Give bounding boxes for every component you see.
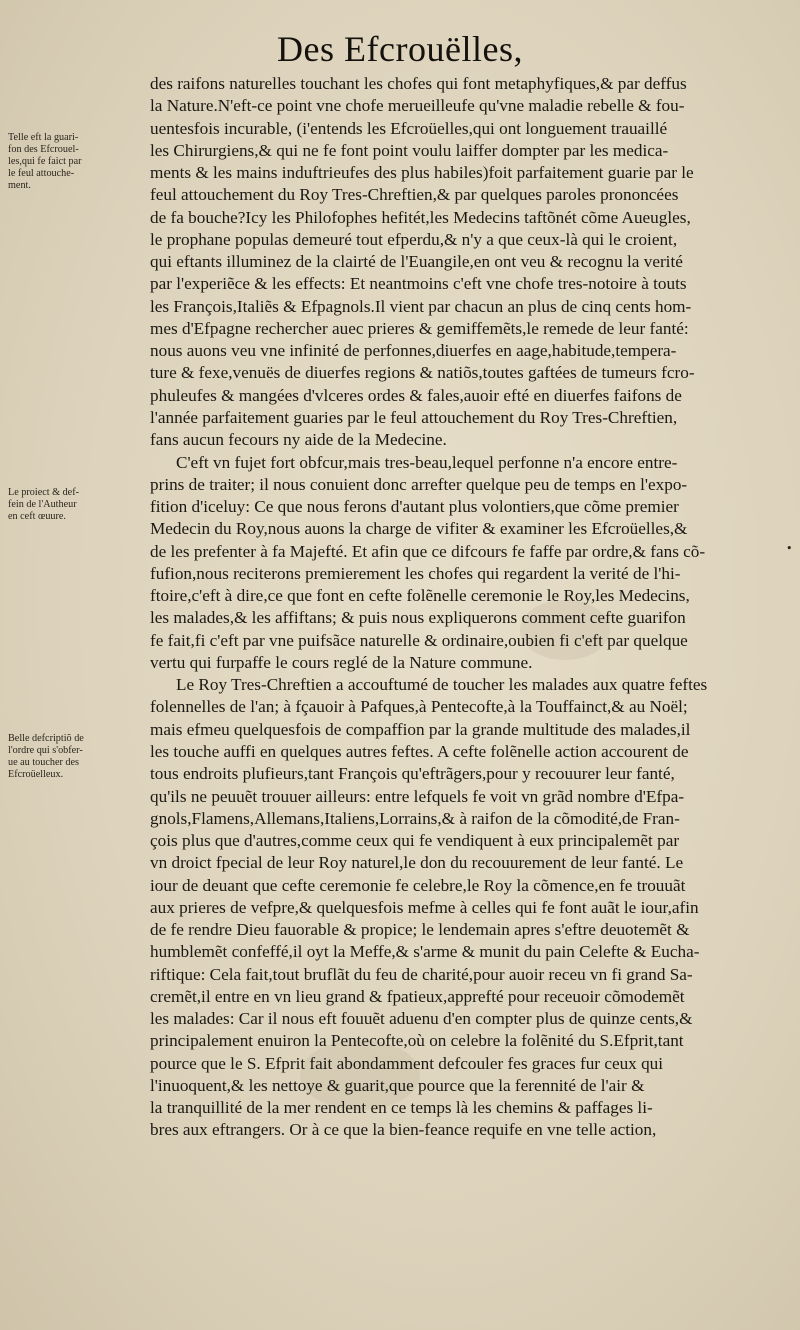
text-line: ments & les mains induftrieufes des plus habiles)foit parfaitement guarie par le (150, 163, 694, 183)
text-line: prins de traiter; il nous conuient donc arrefter quelque peu de temps en l'expo- (150, 474, 688, 494)
margin-note-line: le feul attouche- (8, 168, 75, 179)
margin-note-line: Telle eft la guari- (8, 132, 79, 143)
text-line: qui eftants illuminez de la clairté de l'Euangile,en ont veu & recognu la verité (150, 252, 683, 272)
text-line: les Chirurgiens,& qui ne fe font point voulu laiffer dompter par les medica- (150, 140, 669, 160)
margin-note-line: Belle defcriptiõ de (8, 733, 84, 744)
text-line: la tranquillité de la mer rendent en ce temps là les chemins & paffages li- (150, 1098, 653, 1118)
text-line: fe fait,fi c'eft par vne puifsãce naturelle & ordinaire,oubien fi c'eft par quelque (150, 630, 688, 650)
text-line: tous endroits plufieurs,tant François qu'eftrãgers,pour y recouurer leur fanté, (150, 764, 675, 784)
text-line: riftique: Cela fait,tout bruflãt du feu de charité,pour auoir receu vn fi grand Sa- (150, 964, 693, 984)
text-line: qu'ils ne peuuẽt trouuer ailleurs: entre lefquels fe voit vn grãd nombre d'Efpa- (150, 786, 685, 806)
text-line: par l'experiẽce & les effects: Et neantmoins c'eft vne chofe tres-notoire à touts (150, 274, 687, 294)
text-line: Medecin du Roy,nous auons la charge de vifiter & examiner les Efcroüelles,& (150, 519, 688, 539)
margin-note-healing (8, 132, 138, 192)
text-line: vn droict fpecial de leur Roy naturel,le don du recouurement de leur fanté. Le (150, 853, 684, 873)
margin-note-line: fein de l'Autheur (8, 499, 77, 510)
text-line: de les prefenter à fa Majefté. Et afin que ce difcours fe faffe par ordre,& fans cõ- (150, 541, 706, 561)
margin-note-project (8, 487, 138, 523)
text-line: gnols,Flamens,Allemans,Italiens,Lorrains,& à raifon de la cõmodité,de Fran- (150, 808, 680, 828)
margin-note-line: l'ordre qui s'obfer- (8, 745, 83, 756)
text-line: fufion,nous reciterons premierement les chofes qui regardent la verité de l'hi- (150, 563, 681, 583)
text-line: humblemẽt confeffé,il oyt la Meffe,& s'arme & munit du pain Celefte & Eucha- (150, 942, 700, 962)
margin-note-line: fon des Efcrouel- (8, 144, 79, 155)
text-line: Le Roy Tres-Chreftien a accouftumé de toucher les malades aux quatre feftes (176, 675, 708, 695)
text-line: bres aux eftrangers. Or à ce que la bien-feance requife en vne telle action, (150, 1120, 657, 1140)
text-line: les François,Italiẽs & Efpagnols.Il vient par chacun an plus de cinq cents hom- (150, 296, 692, 316)
text-line: mes d'Efpagne rechercher auec prieres & gemiffemẽts,le remede de leur fanté: (150, 318, 689, 338)
text-line: vertu qui furpaffe le cours reglé de la Nature commune. (150, 652, 533, 672)
text-line: feul attouchement du Roy Tres-Chreftien,& par quelques paroles prononcées (150, 185, 679, 205)
text-line: aux prieres de vefpre,& quelquesfois mefme à celles qui fe font auãt le iour,afin (150, 897, 699, 917)
text-line: principalement enuiron la Pentecofte,où on celebre la folẽnité du S.Efprit,tant (150, 1031, 684, 1051)
text-line: çois plus que d'autres,comme ceux qui fe vendiquent à eux principalemẽt par (150, 831, 680, 851)
text-line: nous auons veu vne infinité de perfonnes,diuerfes en aage,habitude,tempera- (150, 341, 677, 361)
text-line: les touche auffi en quelques autres feftes. A cefte folẽnelle action accourent de (150, 741, 689, 761)
text-line: fans aucun fecours ny aide de la Medecine. (150, 430, 447, 450)
text-line: les malades: Car il nous eft fouuẽt aduenu d'en compter plus de quinze cents,& (150, 1009, 693, 1029)
margin-note-line: les,qui fe faict par (8, 156, 82, 167)
page-title: Des Efcrouëlles, (277, 29, 523, 69)
text-line: folennelles de l'an; à fçauoir à Pafques,à Pentecofte,à la Touffainct,& au Noël; (150, 697, 688, 717)
text-line: cremẽt,il entre en vn lieu grand & fpatieux,apprefté pour receuoir cõmodemẽt (150, 986, 685, 1006)
asterisk-mark: • (786, 542, 793, 555)
text-line: phuleufes & mangées d'vlceres ordes & fales,auoir efté en diuerfes faifons de (150, 385, 682, 405)
margin-note-description (8, 733, 138, 781)
text-line: la Nature.N'eft-ce point vne chofe merueilleufe qu'vne maladie rebelle & fou- (150, 96, 685, 116)
margin-note-line: Efcroüelleux. (8, 769, 64, 780)
text-line: uentesfois incurable, (i'entends les Efcroüelles,qui ont longuement trauaillé (150, 118, 668, 138)
text-line: mais efmeu quelquesfois de compaffion par la grande multitude des malades,il (150, 719, 691, 739)
margin-note-line: ue au toucher des (8, 757, 79, 768)
text-line: l'inuoquent,& les nettoye & guarit,que pource que la ferennité de l'air & (150, 1075, 645, 1095)
text-line: iour de deuant que cefte ceremonie fe celebre,le Roy la cõmence,en fe trouuãt (150, 875, 686, 895)
main-text-block (150, 73, 790, 1142)
text-line: l'année parfaitement guaries par le feul attouchement du Roy Tres-Chreftien, (150, 407, 678, 427)
margin-note-line: en ceft œuure. (8, 511, 66, 522)
text-line: ftoire,c'eft à dire,ce que font en cefte folẽnelle ceremonie le Roy,les Medecins, (150, 586, 690, 606)
text-line: les malades,& les affiftans; & puis nous expliquerons comment cefte guarifon (150, 608, 686, 628)
text-line: pource que le S. Efprit fait abondamment defcouler fes graces fur ceux qui (150, 1053, 664, 1073)
text-line: le prophane populas demeuré tout efperdu,& n'y a que ceux-là qui le croient, (150, 229, 678, 249)
text-line: des raifons naturelles touchant les chofes qui font metaphyfiques,& par deffus (150, 74, 687, 93)
text-line: de fe rendre Dieu fauorable & propice; le lendemain apres s'eftre deuotemẽt & (150, 920, 690, 940)
margin-note-line: ment. (8, 180, 31, 191)
margin-note-line: Le proiect & def- (8, 487, 79, 498)
text-line: ture & fexe,venuës de diuerfes regions & natiõs,toutes gaftées de tumeurs fcro- (150, 363, 695, 383)
text-line: C'eft vn fujet fort obfcur,mais tres-beau,lequel perfonne n'a encore entre- (176, 452, 678, 472)
text-line: fition d'iceluy: Ce que nous ferons d'autant plus volontiers,que cõme premier (150, 497, 679, 517)
text-line: de fa bouche?Icy les Philofophes hefitét,les Medecins taftõnét cõme Aueugles, (150, 207, 691, 227)
